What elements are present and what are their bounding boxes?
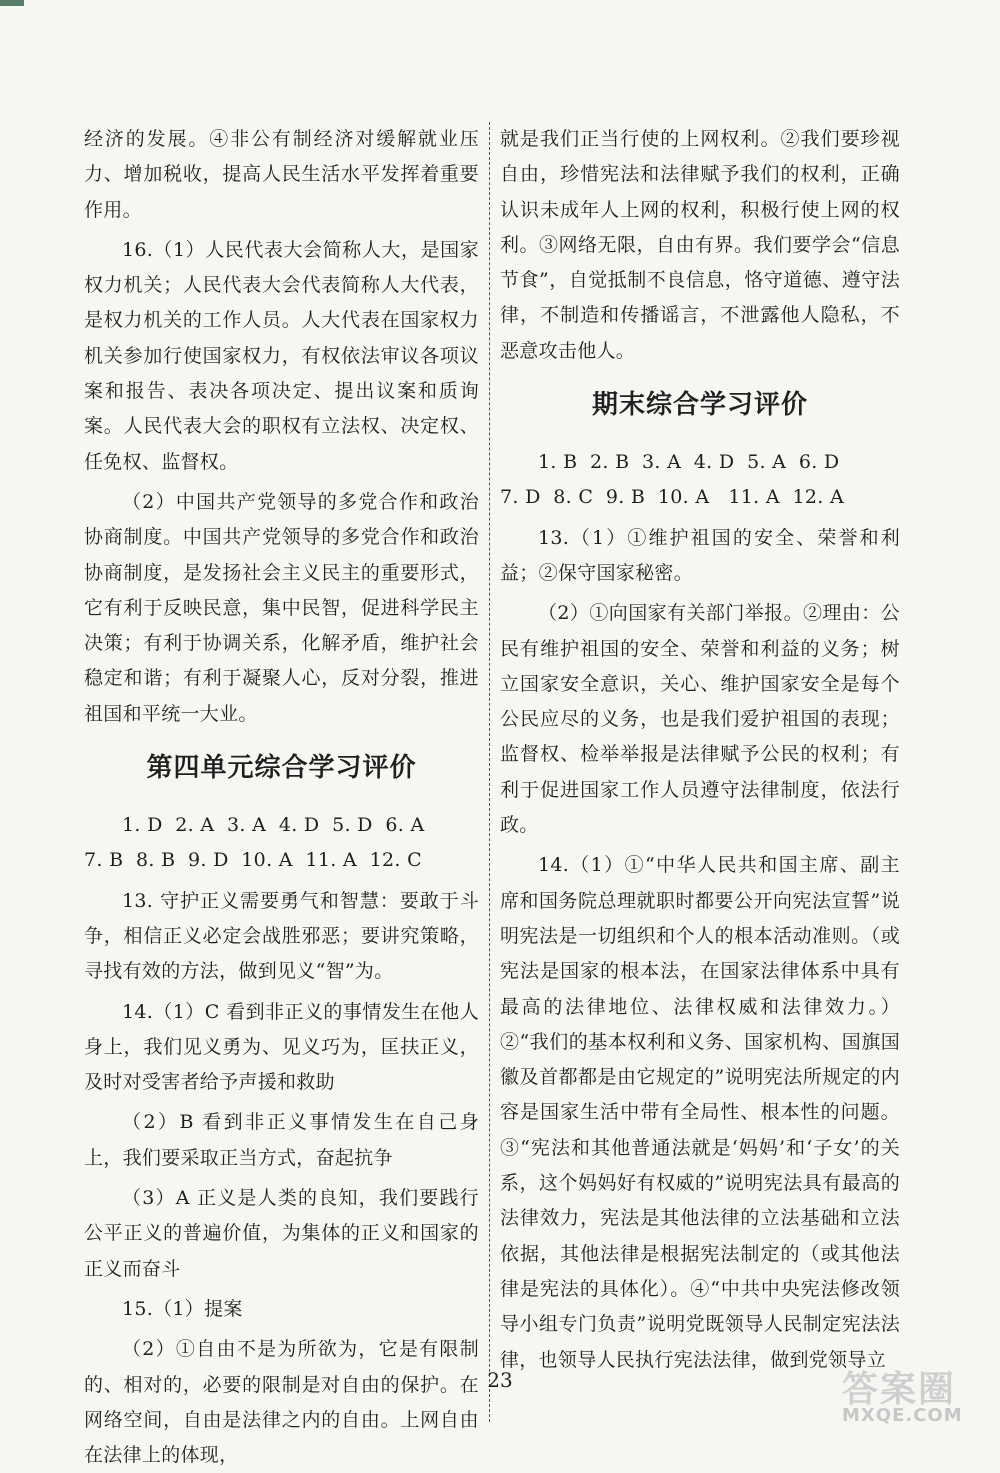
right-column (500, 122, 900, 1378)
corner-mark (0, 0, 24, 6)
left-paragraph-1: 经济的发展。④非公有制经济对缓解就业压力、增加税收，提高人民生活水平发挥着重要作用。 (84, 128, 479, 221)
page-number: 23 (487, 1368, 513, 1392)
right-paragraph-3: （2）①向国家有关部门举报。②理由：公民有维护祖国的安全、荣誉和利益的义务；树立国家安全意识，关心、维护国家安全是每个公民应尽的义务，也是我们爱护祖国的表现；监督权、检举举报是法律赋予公民的权利；有利于促进国家工作人员遵守法律制度，依法行政。 (500, 602, 900, 837)
left-paragraph-6: （2）B 看到非正义事情发生在自己身上，我们要采取正当方式，奋起抗争 (84, 1111, 479, 1169)
section-heading-unit4: 第四单元综合学习评价 (146, 753, 417, 784)
left-paragraph-8: 15.（1）提案 (122, 1297, 243, 1320)
watermark-logo-icon: 答案圈 (842, 1369, 957, 1410)
left-paragraph-7: （3）A 正义是人类的良知，我们要践行公平正义的普遍价值，为集体的正义和国家的正义而奋斗 (84, 1187, 479, 1280)
watermark (842, 1361, 972, 1429)
answers-row-1-final: 1. B 2. B 3. A 4. D 5. A 6. D (538, 451, 840, 474)
left-paragraph-4: 13. 守护正义需要勇气和智慧：要敢于斗争，相信正义必定会战胜邪恶；要讲究策略，寻找有效的方法，做到见义“智”为。 (84, 889, 479, 983)
answers-row-1: 1. D 2. A 3. A 4. D 5. D 6. A (122, 814, 425, 837)
column-divider (489, 122, 490, 1422)
left-paragraph-2: 16.（1）人民代表大会简称人大，是国家权力机关；人民代表大会代表简称人大代表，是权力机关的工作人员。人大代表在国家权力机关参加行使国家权力，有权依法审议各项议案和报告、表决各项决定、提出议案和质询案。人民代表大会的职权有立法权、决定权、任免权、监督权。 (84, 238, 479, 473)
answers-row-2: 7. B 8. B 9. D 10. A 11. A 12. C (84, 849, 422, 872)
right-paragraph-4: 14.（1）①“中华人民共和国主席、副主席和国务院总理就职时都要公开向宪法宣誓”说明宪法是一切组织和个人的根本活动准则。（或宪法是国家的根本法，在国家法律体系中具有最高的法律地位、法律权威和法律效力。）②“我们的基本权利和义务、国家机构、国旗国徽及首都都是由它规定的”说明宪法所规定的内容是国家生活中带有全局性、根本性的问题。③“宪法和其他普通法就是‘妈妈’和‘子女’的关系，这个妈妈好有权威的”说明宪法具有最高的法律效力，宪法是其他法律的立法基础和立法依据，其他法律是根据宪法制定的（或其他法律是宪法的具体化）。④“中共中央宪法修改领导小组专门负责”说明党既领导人民制定宪法法律，也领导人民执行宪法法律，做到党领导立 (500, 854, 900, 1371)
right-paragraph-1: 就是我们正当行使的上网权利。②我们要珍视自由，珍惜宪法和法律赋予我们的权利，正确认识未成年人上网的权利，积极行使上网的权利。③网络无限，自由有界。我们要学会“信息节食”，自觉抵制不良信息，恪守道德、遵守法律，不制造和传播谣言，不泄露他人隐私，不恶意攻击他人。 (500, 128, 900, 362)
section-heading-final: 期末综合学习评价 (591, 390, 808, 421)
watermark-site: MXQE.COM (842, 1405, 963, 1426)
answers-row-2-final: 7. D 8. C 9. B 10. A 11. A 12. A (500, 486, 845, 509)
left-paragraph-9: （2）①自由不是为所欲为，它是有限制的、相对的，必要的限制是对自由的保护。在网络空间，自由是法律之内的自由。上网自由在法律上的体现， (84, 1338, 479, 1467)
left-column (84, 122, 479, 1473)
right-paragraph-2: 13.（1）①维护祖国的安全、荣誉和利益；②保守国家秘密。 (500, 526, 900, 584)
left-paragraph-5: 14.（1）C 看到非正义的事情发生在他人身上，我们见义勇为、见义巧为，匡扶正义，及时对受害者给予声援和救助 (84, 1000, 479, 1094)
left-paragraph-3: （2）中国共产党领导的多党合作和政治协商制度。中国共产党领导的多党合作和政治协商制度，是发扬社会主义民主的重要形式，它有利于反映民意，集中民智，促进科学民主决策；有利于协调关系，化解矛盾，维护社会稳定和谐；有利于凝聚人心，反对分裂，推进祖国和平统一大业。 (84, 490, 479, 725)
